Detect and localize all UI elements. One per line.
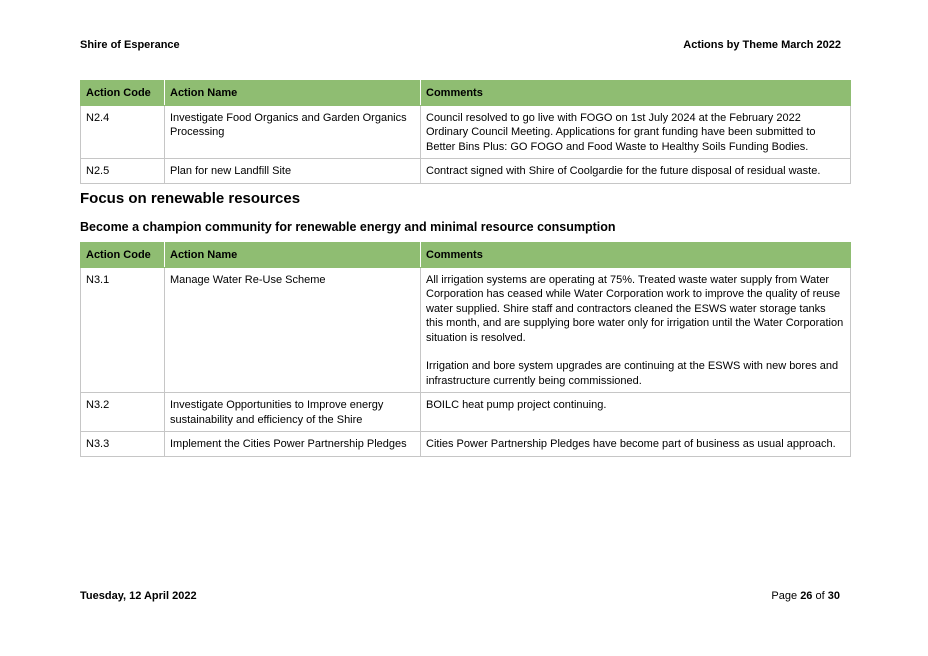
col-header-comments: Comments bbox=[421, 81, 851, 106]
table-header-row bbox=[81, 243, 851, 268]
section-title: Focus on renewable resources bbox=[80, 190, 301, 207]
page-label: Page bbox=[771, 590, 798, 602]
action-name: Investigate Opportunities to Improve energy sustainability and efficiency of the Shire bbox=[165, 393, 421, 432]
table-header-row bbox=[81, 81, 851, 106]
action-code: N2.4 bbox=[81, 105, 165, 159]
action-name: Investigate Food Organics and Garden Organics Processing bbox=[165, 105, 421, 159]
col-header-comments: Comments bbox=[421, 243, 851, 268]
col-header-action-code: Action Code bbox=[81, 243, 165, 268]
page-number bbox=[771, 590, 840, 602]
comment-paragraph: All irrigation systems are operating at 75%. Treated waste water supply from Water Corporation has ceased while Water Corporation work to improve the quality of reuse water supplied. Shire staff and contractors cleaned the ESWS water storage tanks this month, and are supplying bore water only for irrigation until the Water Corporation situation is resolved. bbox=[426, 273, 844, 344]
col-header-action-code: Action Code bbox=[81, 81, 165, 106]
action-comments: Council resolved to go live with FOGO on 1st July 2024 at the February 2022 Ordinary Council Meeting. Applications for grant funding have been submitted to Better Bins Plus: GO FOGO and Food Waste to Healthy Soils Funding Bodies. bbox=[421, 105, 851, 159]
table-row bbox=[81, 159, 851, 184]
table-row bbox=[81, 267, 851, 393]
action-code: N3.1 bbox=[81, 267, 165, 393]
table-row bbox=[81, 105, 851, 159]
action-code: N3.2 bbox=[81, 393, 165, 432]
page-current: 26 bbox=[800, 590, 813, 602]
action-comments: Contract signed with Shire of Coolgardie for the future disposal of residual waste. bbox=[421, 159, 851, 184]
action-code: N3.3 bbox=[81, 432, 165, 457]
header-org: Shire of Esperance bbox=[80, 39, 180, 51]
action-name: Implement the Cities Power Partnership Pledges bbox=[165, 432, 421, 457]
action-comments: BOILC heat pump project continuing. bbox=[421, 393, 851, 432]
action-code: N2.5 bbox=[81, 159, 165, 184]
action-comments: Cities Power Partnership Pledges have become part of business as usual approach. bbox=[421, 432, 851, 457]
footer-date: Tuesday, 12 April 2022 bbox=[80, 590, 197, 602]
comment-paragraph: Irrigation and bore system upgrades are continuing at the ESWS with new bores and infrastructure currently being commissioned. bbox=[426, 360, 839, 387]
action-name: Manage Water Re-Use Scheme bbox=[165, 267, 421, 393]
action-name: Plan for new Landfill Site bbox=[165, 159, 421, 184]
col-header-action-name: Action Name bbox=[165, 81, 421, 106]
table-row bbox=[81, 393, 851, 432]
table-row bbox=[81, 432, 851, 457]
section-subtitle: Become a champion community for renewable energy and minimal resource consumption bbox=[80, 220, 616, 234]
actions-table-n3 bbox=[80, 242, 851, 457]
page-total: 30 bbox=[827, 590, 840, 602]
action-comments bbox=[421, 267, 851, 393]
actions-table-n2 bbox=[80, 80, 851, 184]
page-of: of bbox=[815, 590, 825, 602]
col-header-action-name: Action Name bbox=[165, 243, 421, 268]
header-report-title: Actions by Theme March 2022 bbox=[683, 39, 841, 51]
